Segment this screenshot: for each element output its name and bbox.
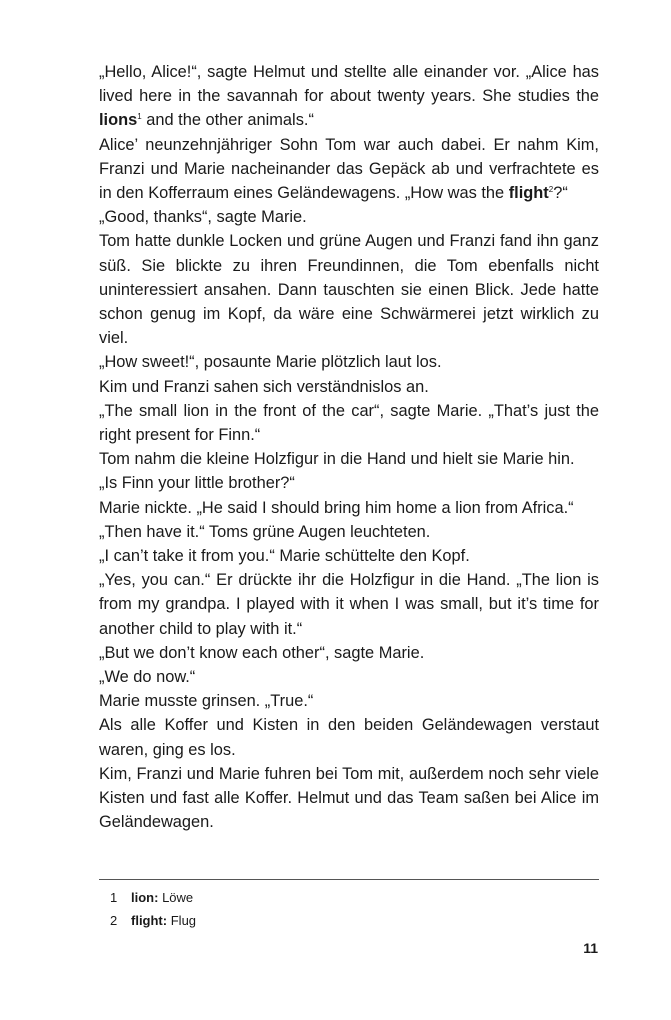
paragraph (99, 520, 599, 544)
paragraph (99, 641, 599, 665)
text-run: Marie musste grinsen. „True.“ (99, 692, 314, 711)
footnote-term: flight (131, 913, 163, 928)
text-run: Tom nahm die kleine Holzfigur in die Hand und hielt sie Marie hin. (99, 450, 575, 469)
paragraph (99, 375, 599, 399)
text-run: ?“ (553, 184, 568, 203)
footnote-item (110, 886, 590, 909)
text-run: „Hello, Alice!“, sagte Helmut und stellte alle einander vor. „Alice has lived here in the savannah for about twenty years. She studies the (99, 63, 599, 106)
paragraph (99, 665, 599, 689)
paragraph (99, 350, 599, 374)
body-text (99, 60, 599, 835)
footnote-colon: : (162, 913, 168, 928)
paragraph (99, 229, 599, 350)
paragraph (99, 568, 599, 641)
text-run: „Yes, you can.“ Er drückte ihr die Holzfigur in die Hand. „The lion is from my grandpa. I played with it when I was small, but it’s time for another child to play with it.“ (99, 571, 599, 638)
footnote-number: 1 (110, 890, 118, 905)
paragraph (99, 471, 599, 495)
paragraph (99, 60, 599, 133)
paragraph (99, 496, 599, 520)
text-run: Kim, Franzi und Marie fuhren bei Tom mit, außerdem noch sehr viele Kisten und fast alle Koffer. Helmut und das Team saßen bei Alice im Geländewagen. (99, 764, 599, 832)
footnote-marker: 2 (548, 185, 554, 195)
footnote-item (110, 909, 590, 932)
text-run: „Then have it.“ Toms grüne Augen leuchteten. (99, 522, 431, 541)
paragraph (99, 713, 599, 761)
text-run: and the other animals.“ (141, 111, 314, 130)
page-number: 11 (583, 940, 598, 956)
footnote-divider (99, 879, 599, 880)
text-run: Alice’ neunzehnjähriger Sohn Tom war auch dabei. Er nahm Kim, Franzi und Marie nacheinander das Gepäck ab und verfrachtete es in den Kofferraum eines Geländewagens. „How was the (99, 135, 599, 203)
text-run: „Is Finn your little brother?“ (99, 474, 295, 493)
text-run: „The small lion in the front of the car“, sagte Marie. „That’s just the right present for Finn.“ (99, 401, 599, 445)
text-run: „We do now.“ (99, 668, 196, 687)
glossary-term: lions (99, 111, 138, 130)
paragraph (99, 762, 599, 835)
paragraph (99, 689, 599, 713)
paragraph (99, 205, 599, 229)
footnote-colon: : (154, 890, 159, 905)
text-run: „Good, thanks“, sagte Marie. (99, 208, 307, 227)
text-run: „How sweet!“, posaunte Marie plötzlich laut los. (99, 353, 442, 372)
paragraph (99, 133, 599, 206)
footnote-number: 2 (110, 913, 118, 928)
text-run: Tom hatte dunkle Locken und grüne Augen und Franzi fand ihn ganz süß. Sie blickte zu ihren Freundinnen, die Tom ebenfalls nicht uninteressiert ansahen. Dann tauschten sie einen Blick. Jede hatte schon genug im Kopf, da wäre eine Schwärmerei jetzt wirklich zu viel. (99, 232, 599, 348)
text-run: „But we don’t know each other“, sagte Marie. (99, 643, 425, 662)
footnotes (110, 886, 590, 932)
footnote-gloss: Löwe (162, 890, 194, 905)
footnote-term: lion (131, 890, 155, 905)
text-run: Als alle Koffer und Kisten in den beiden Geländewagen verstaut waren, ging es los. (99, 716, 599, 759)
text-run: „I can’t take it from you.“ Marie schüttelte den Kopf. (99, 547, 470, 566)
text-run: Kim und Franzi sahen sich verständnislos an. (99, 377, 429, 396)
paragraph (99, 544, 599, 568)
paragraph (99, 447, 599, 471)
glossary-term: flight (508, 184, 549, 203)
paragraph (99, 399, 599, 447)
footnote-gloss: Flug (170, 913, 197, 928)
text-run: Marie nickte. „He said I should bring him home a lion from Africa.“ (99, 498, 574, 517)
footnote-marker: 1 (137, 112, 142, 122)
